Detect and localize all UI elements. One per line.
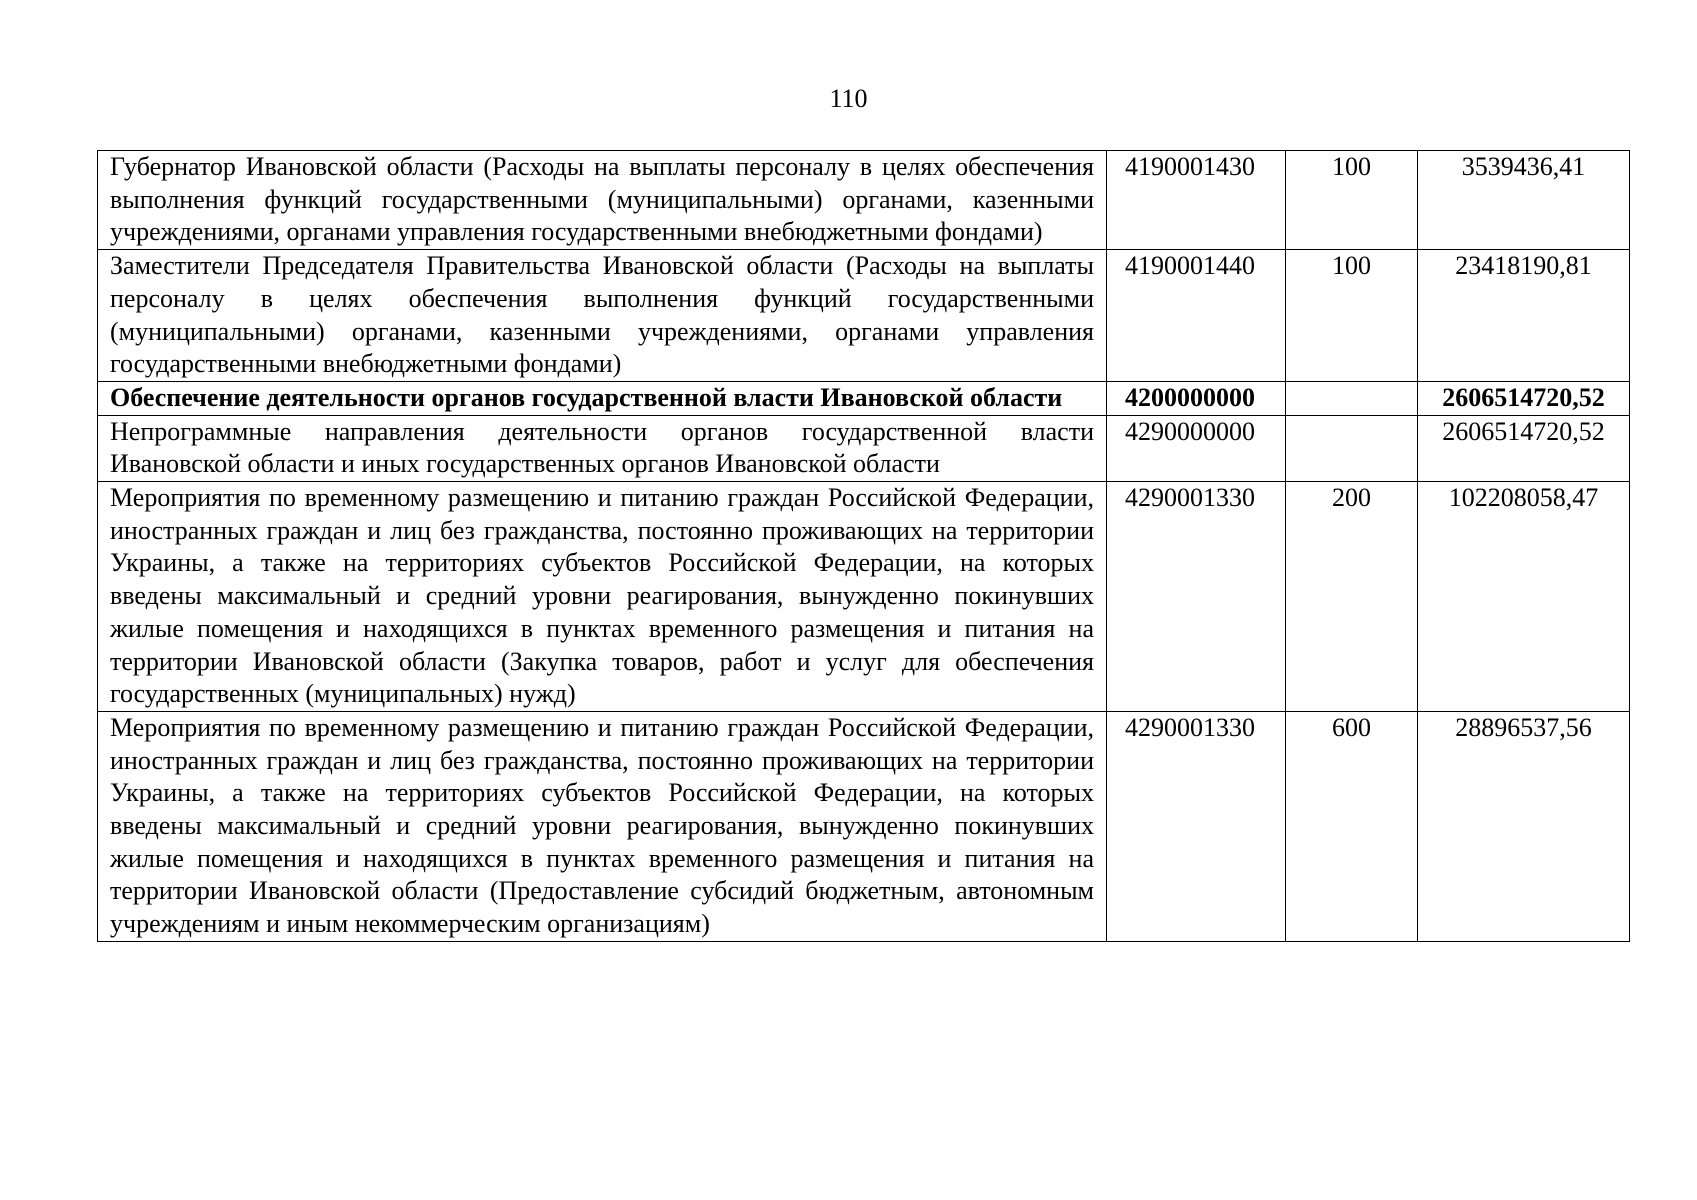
amount-cell: 2606514720,52 (1418, 381, 1630, 415)
expense-name-cell: Мероприятия по временному размещению и питанию граждан Российской Федерации, иностранных граждан и лиц без гражданства, постоянно проживающих на территории Украины, а также на территориях субъектов Российской Федерации, на которых введены максимальный и средний уровни реагирования, вынужденно покинувших жилые помещения и находящихся в пунктах временного размещения и питания на территории Ивановской области (Закупка товаров, работ и услуг для обеспечения государственных (муниципальных) нужд) (98, 482, 1107, 712)
table-row-section (98, 381, 1630, 415)
expense-name-cell: Губернатор Ивановской области (Расходы на выплаты персоналу в целях обеспечения выполнения функций государственными (муниципальными) органами, казенными учреждениями, органами управления государственными внебюджетными фондами) (98, 151, 1107, 250)
target-code-cell: 4290001330 (1107, 711, 1286, 941)
target-code-cell: 4290001330 (1107, 482, 1286, 712)
amount-cell: 23418190,81 (1418, 250, 1630, 382)
table-row (98, 151, 1630, 250)
table-row (98, 250, 1630, 382)
expense-type-cell (1286, 415, 1418, 481)
target-code-cell: 4190001430 (1107, 151, 1286, 250)
expense-name-cell: Мероприятия по временному размещению и питанию граждан Российской Федерации, иностранных граждан и лиц без гражданства, постоянно проживающих на территории Украины, а также на территориях субъектов Российской Федерации, на которых введены максимальный и средний уровни реагирования, вынужденно покинувших жилые помещения и находящихся в пунктах временного размещения и питания на территории Ивановской области (Предоставление субсидий бюджетным, автономным учреждениям и иным некоммерческим организациям) (98, 711, 1107, 941)
table-row (98, 482, 1630, 712)
expense-name-cell: Непрограммные направления деятельности органов государственной власти Ивановской области и иных государственных органов Ивановской области (98, 415, 1107, 481)
expense-type-cell (1286, 381, 1418, 415)
expense-name-cell: Заместители Председателя Правительства Ивановской области (Расходы на выплаты персоналу в целях обеспечения выполнения функций государственными (муниципальными) органами, казенными учреждениями, органами управления государственными внебюджетными фондами) (98, 250, 1107, 382)
expense-type-cell: 100 (1286, 250, 1418, 382)
page-number: 110 (829, 84, 868, 113)
budget-table (97, 150, 1630, 942)
expense-type-cell: 200 (1286, 482, 1418, 712)
expense-type-cell: 600 (1286, 711, 1418, 941)
amount-cell: 3539436,41 (1418, 151, 1630, 250)
expense-name-cell: Обеспечение деятельности органов государственной власти Ивановской области (98, 381, 1107, 415)
table-row (98, 711, 1630, 941)
table-row (98, 415, 1630, 481)
amount-cell: 102208058,47 (1418, 482, 1630, 712)
target-code-cell: 4290000000 (1107, 415, 1286, 481)
amount-cell: 28896537,56 (1418, 711, 1630, 941)
expense-type-cell: 100 (1286, 151, 1418, 250)
amount-cell: 2606514720,52 (1418, 415, 1630, 481)
target-code-cell: 4200000000 (1107, 381, 1286, 415)
target-code-cell: 4190001440 (1107, 250, 1286, 382)
